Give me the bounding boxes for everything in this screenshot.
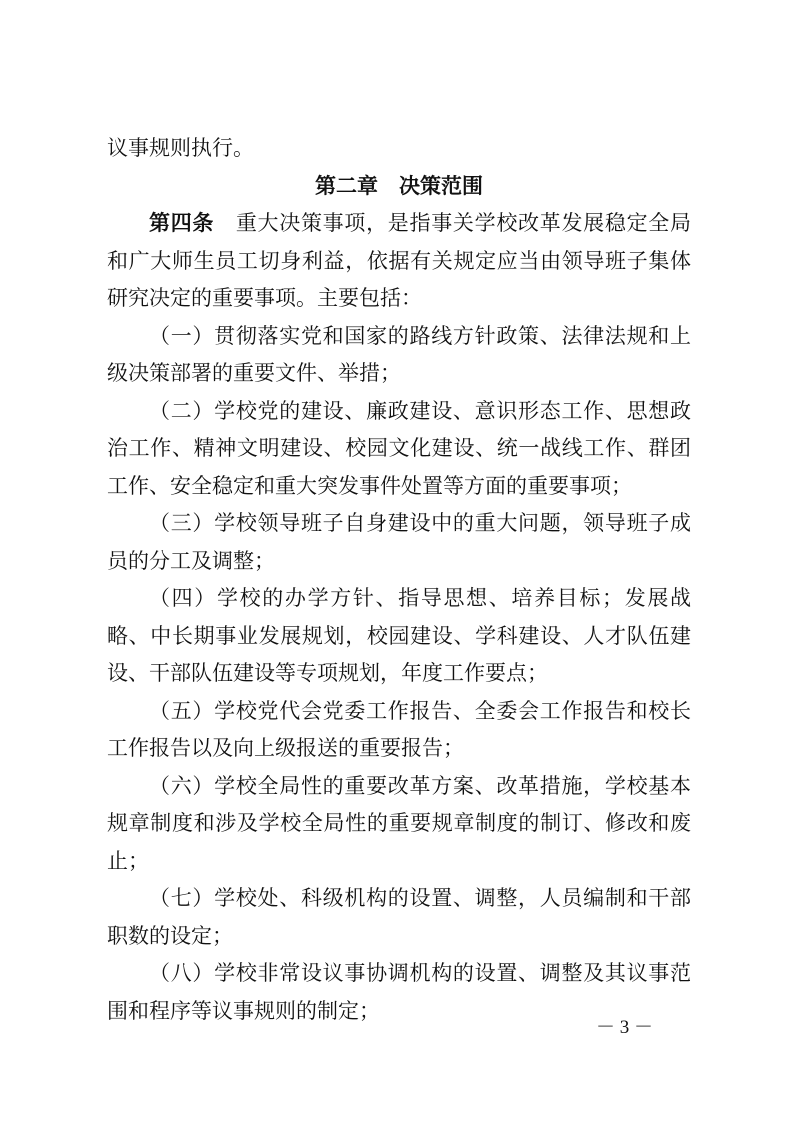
list-item: （二）学校党的建设、廉政建设、意识形态工作、思想政治工作、精神文明建设、校园文化建设、统一战线工作、群团工作、安全稳定和重大突发事件处置等方面的重要事项； <box>107 398 691 498</box>
list-item: （一）贯彻落实党和国家的路线方针政策、法律法规和上级决策部署的重要文件、举措； <box>107 323 691 385</box>
article-text: 重大决策事项，是指事关学校改革发展稳定全局和广大师生员工切身利益，依据有关规定应当由领导班子集体研究决定的重要事项。主要包括： <box>107 211 691 310</box>
article-four <box>107 205 691 318</box>
document-body <box>107 130 691 1030</box>
list-item: （六）学校全局性的重要改革方案、改革措施，学校基本规章制度和涉及学校全局性的重要规章制度的制订、修改和废止； <box>107 773 691 873</box>
list-item: （三）学校领导班子自身建设中的重大问题，领导班子成员的分工及调整； <box>107 511 691 573</box>
article-label: 第四条 <box>149 211 215 235</box>
list-item: （四）学校的办学方针、指导思想、培养目标；发展战略、中长期事业发展规划，校园建设、学科建设、人才队伍建设、干部队伍建设等专项规划，年度工作要点； <box>107 586 691 685</box>
chapter-title: 第二章 决策范围 <box>315 173 483 198</box>
list-item: （八）学校非常设议事协调机构的设置、调整及其议事范围和程序等议事规则的制定； <box>107 961 691 1023</box>
list-item: （五）学校党代会党委工作报告、全委会工作报告和校长工作报告以及向上级报送的重要报告； <box>107 698 691 760</box>
lead-continuation: 议事规则执行。 <box>107 136 254 160</box>
list-item: （七）学校处、科级机构的设置、调整，人员编制和干部职数的设定； <box>107 886 691 948</box>
page-number: － 3 － <box>596 1017 654 1038</box>
